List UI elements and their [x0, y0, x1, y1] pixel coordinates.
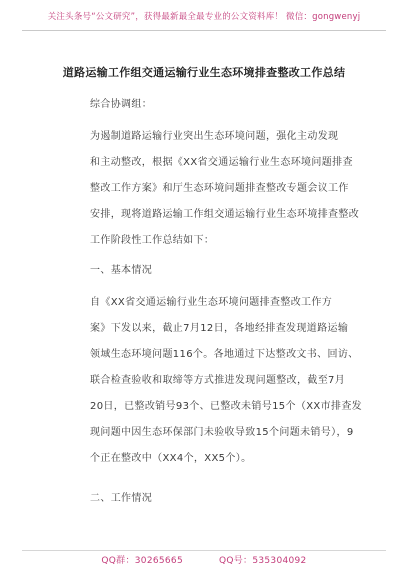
promo-banner: 关注头条号“公文研究”，获得最新最全最专业的公文资料库！ 微信：gongwenyj [47, 12, 361, 22]
section-intro: 综合协调组： [90, 99, 153, 110]
paragraph-2-line-2: 案》下发以来，截止7月12日，各地经排查发现道路运输 [90, 323, 349, 334]
document-title: 道路运输工作组交通运输行业生态环境排查整改工作总结 [62, 66, 346, 79]
paragraph-2-line-7: 个正在整改中（XX4个，XX5个）。 [90, 453, 252, 464]
paragraph-1-line-2: 和主动整改，根据《XX省交通运输行业生态环境问题排查 [90, 157, 353, 168]
paragraph-1-line-3: 整改工作方案》和厅生态环境问题排查整改专题会议工作 [90, 183, 349, 194]
heading-work-situation: 二、工作情况 [90, 493, 153, 504]
footer-qq-group: QQ群：30265665 [101, 556, 183, 566]
footer-divider [22, 550, 386, 551]
paragraph-1-line-4: 安排，现将道路运输工作组交通运输行业生态环境排查整改 [90, 209, 360, 220]
paragraph-2-line-6: 现问题中因生态环保部门未验收导致15个问题未销号），9 [90, 427, 354, 438]
paragraph-2-line-3: 领域生态环境问题116个。各地通过下达整改文书、回访、 [90, 349, 359, 360]
footer-qq-number: QQ号：535304092 [218, 556, 307, 566]
paragraph-2-line-4: 联合检查验收和取缔等方式推进发现问题整改，截至7月 [90, 375, 346, 386]
paragraph-2-line-5: 20日，已整改销号93个、已整改未销号15个（XX市排查发 [90, 401, 363, 412]
paragraph-2-line-1: 自《XX省交通运输行业生态环境问题排查整改工作方 [90, 297, 333, 308]
header-divider [22, 30, 386, 31]
footer [0, 553, 408, 571]
paragraph-1-line-5: 工作阶段性工作总结如下： [90, 235, 215, 246]
heading-basic-situation: 一、基本情况 [90, 265, 153, 276]
paragraph-1-line-1: 为遏制道路运输行业突出生态环境问题，强化主动发现 [90, 131, 339, 142]
